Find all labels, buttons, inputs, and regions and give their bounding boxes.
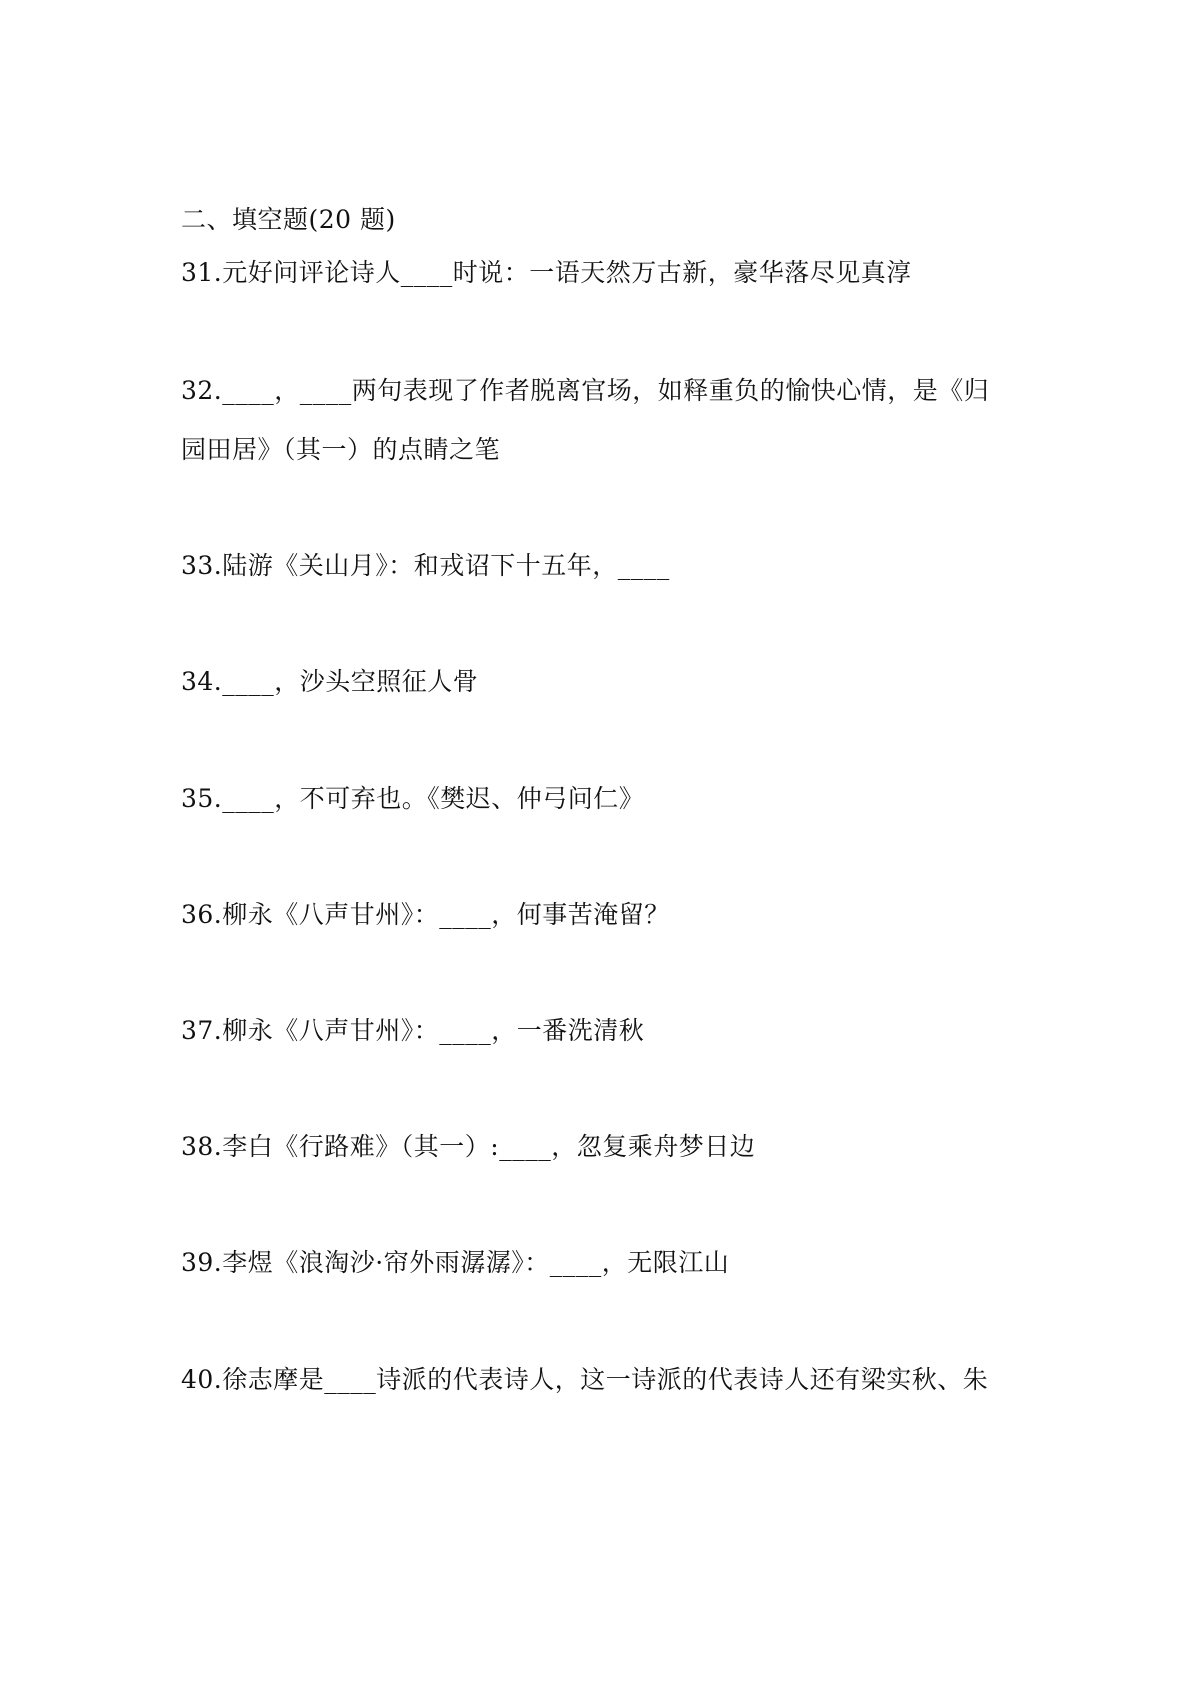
section-heading: 二、填空题(20 题) — [181, 205, 396, 234]
question-33 — [181, 551, 670, 581]
question-32 — [181, 376, 989, 406]
question-31 — [181, 258, 912, 288]
question-text: 柳永《八声甘州》：____，何事苦淹留？ — [222, 900, 670, 929]
question-37 — [181, 1016, 644, 1046]
question-32-continued: 园田居》（其一）的点睛之笔 — [181, 435, 501, 464]
question-number: 31. — [181, 258, 223, 287]
question-text: ____，____两句表现了作者脱离官场，如释重负的愉快心情，是《归 — [222, 376, 990, 405]
question-text: 陆游《关山月》：和戎诏下十五年，____ — [222, 551, 670, 580]
question-text: 李白《行路难》（其一）:____，忽复乘舟梦日边 — [222, 1132, 756, 1161]
question-36 — [181, 900, 670, 930]
question-number: 38. — [181, 1132, 223, 1161]
question-39 — [181, 1248, 729, 1278]
question-text: 柳永《八声甘州》：____，一番洗清秋 — [222, 1016, 645, 1045]
question-34 — [181, 667, 478, 697]
question-text: 元好问评论诗人____时说：一语天然万古新，豪华落尽见真淳 — [222, 258, 912, 287]
question-text: ____，沙头空照征人骨 — [222, 667, 479, 696]
question-text: ____，不可弃也。《樊迟、仲弓问仁》 — [222, 784, 645, 813]
question-text: 李煜《浪淘沙·帘外雨潺潺》：____，无限江山 — [222, 1248, 730, 1277]
question-number: 36. — [181, 900, 223, 929]
question-40 — [181, 1365, 988, 1395]
question-38 — [181, 1132, 755, 1162]
question-number: 39. — [181, 1248, 223, 1277]
question-number: 37. — [181, 1016, 223, 1045]
question-number: 35. — [181, 784, 223, 813]
question-number: 34. — [181, 667, 223, 696]
question-text: 徐志摩是____诗派的代表诗人，这一诗派的代表诗人还有梁实秋、朱 — [222, 1365, 989, 1394]
question-number: 33. — [181, 551, 223, 580]
question-number: 32. — [181, 376, 223, 405]
question-number: 40. — [181, 1365, 223, 1394]
question-35 — [181, 784, 644, 814]
